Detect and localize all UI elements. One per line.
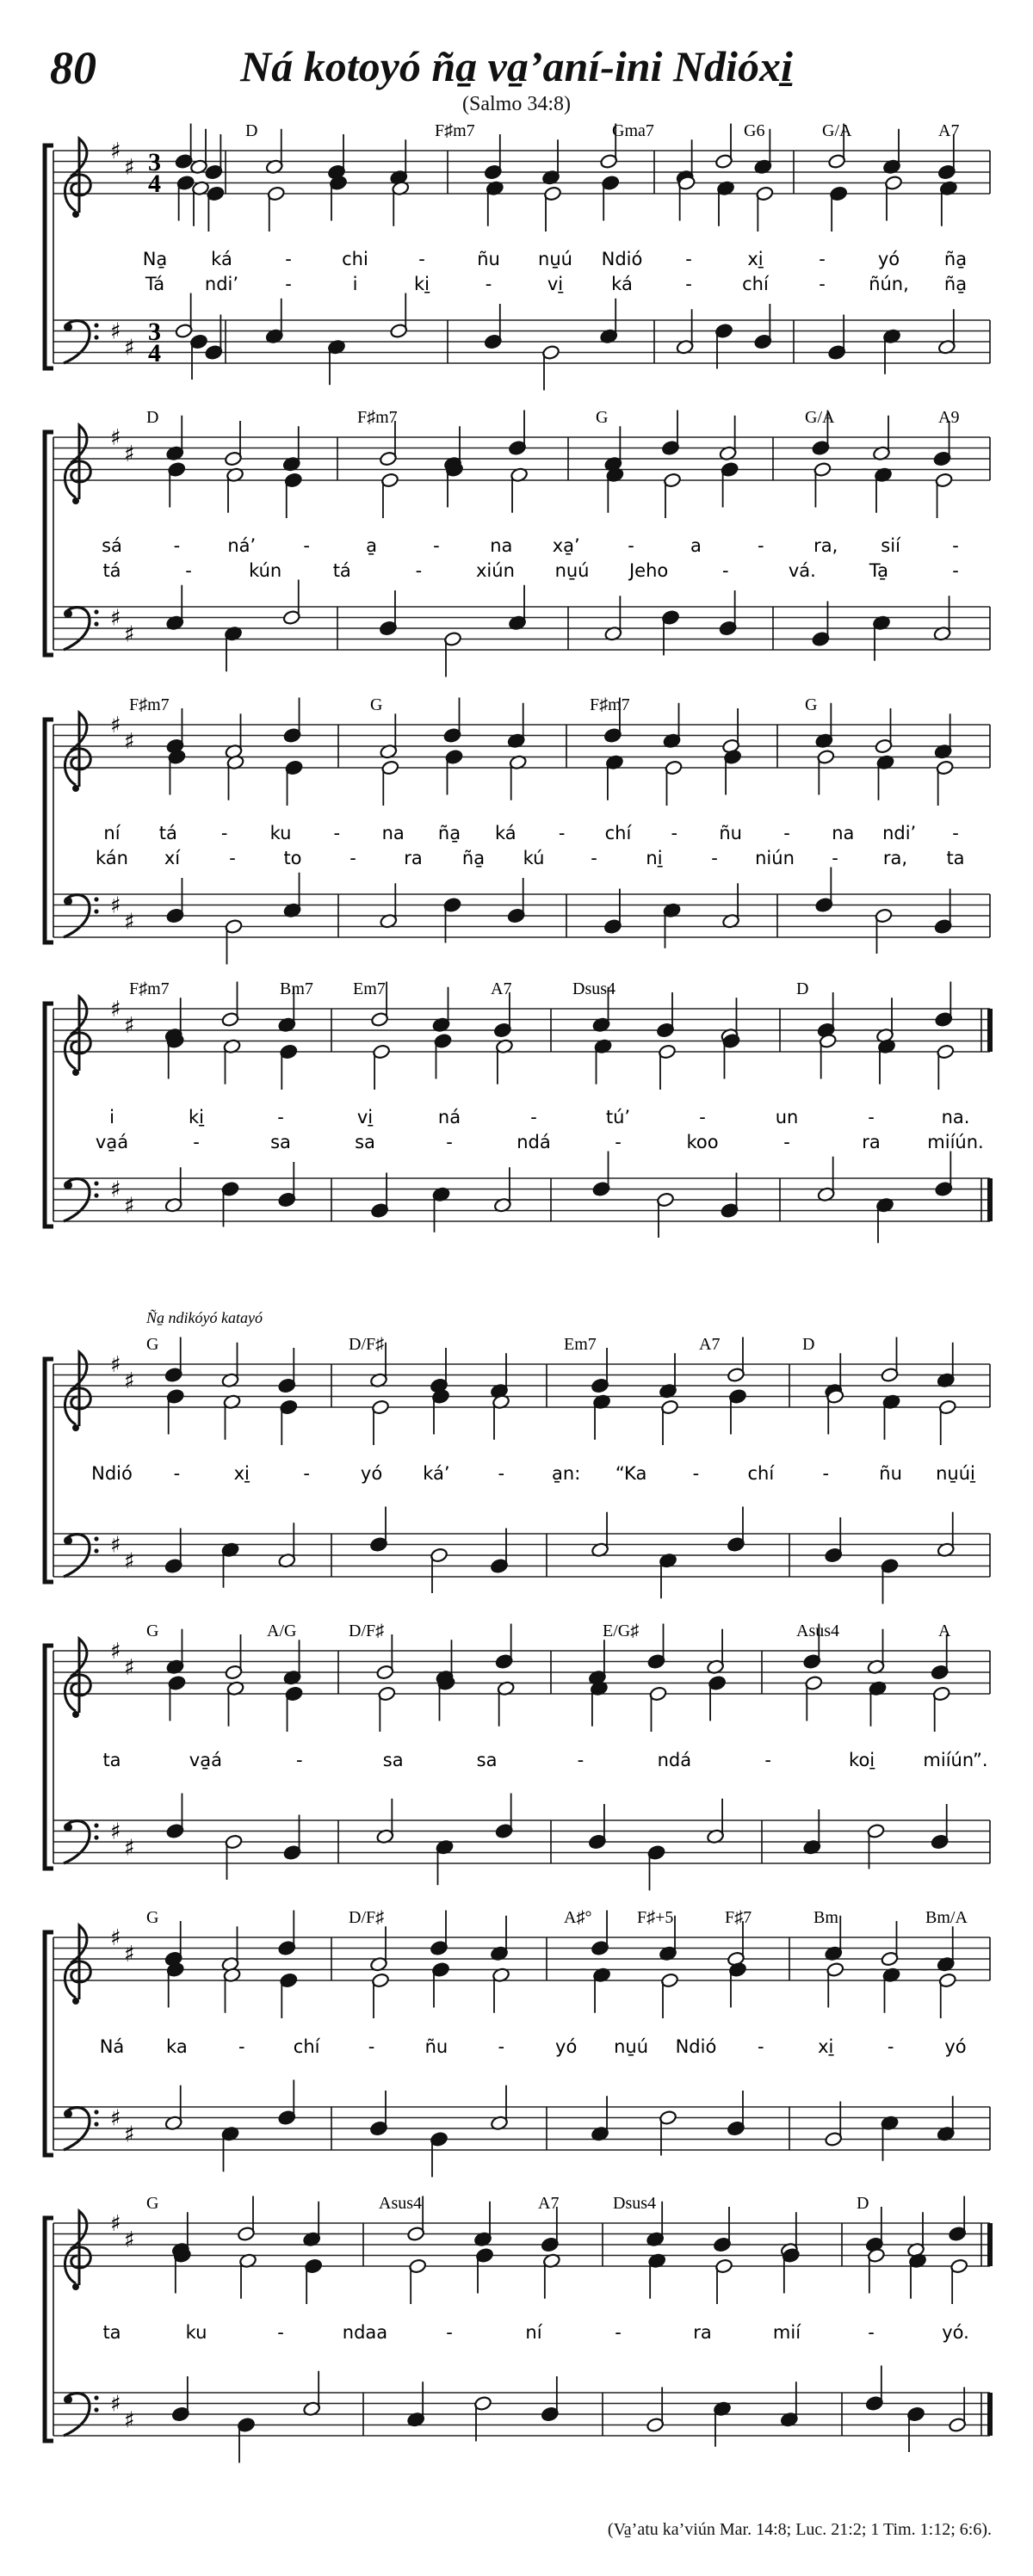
time-signature-top: 3	[148, 148, 161, 176]
bass-clef-icon	[94, 2110, 98, 2114]
lyric-syllable: vi̱	[356, 1107, 374, 1127]
key-sharp-icon: ♯	[110, 1925, 121, 1951]
lyric-syllable: ña̱	[437, 823, 461, 843]
lyric-syllable: nu̱ú	[538, 249, 572, 269]
bass-clef-icon	[94, 1536, 98, 1541]
key-sharp-icon: ♯	[110, 2105, 121, 2132]
key-sharp-icon: ♯	[124, 909, 135, 936]
lyric-hyphen: -	[295, 1750, 303, 1770]
lyric-syllable: kú	[523, 848, 545, 868]
lyric-hyphen: -	[952, 560, 959, 581]
lyric-syllable: nu̱úi̱	[936, 1463, 975, 1484]
chord-symbol: G	[146, 1622, 159, 1640]
chord-symbol: D/F♯	[349, 1335, 385, 1354]
treble-clef-icon	[65, 1352, 90, 1426]
key-sharp-icon: ♯	[110, 893, 121, 919]
chord-symbol: F♯m7	[357, 408, 398, 427]
chord-symbol: D/F♯	[349, 1908, 385, 1927]
bass-clef-icon	[94, 335, 98, 339]
system-bracket	[45, 2218, 53, 2441]
key-sharp-icon: ♯	[124, 2407, 135, 2434]
chord-symbol: A	[938, 1622, 951, 1640]
lyric-hyphen: -	[758, 535, 764, 556]
lyric-hyphen: -	[530, 1107, 537, 1127]
lyric-syllable: to	[283, 848, 302, 868]
lyric-hyphen: -	[193, 1132, 200, 1152]
lyric-syllable: chi	[342, 249, 368, 269]
lyric-syllable: i	[352, 274, 358, 294]
chord-symbol: F♯m7	[129, 979, 170, 998]
bass-clef-icon	[94, 909, 98, 913]
key-sharp-icon: ♯	[124, 2122, 135, 2148]
lyric-syllable: ná’	[227, 535, 257, 556]
lyric-hyphen: -	[832, 848, 838, 868]
lyric-syllable: chí	[604, 823, 632, 843]
lyric-syllable: ndaa	[342, 2322, 388, 2343]
chord-symbol: D	[796, 979, 809, 998]
chord-symbol: G	[146, 1908, 159, 1927]
key-sharp-icon: ♯	[124, 441, 135, 467]
key-sharp-icon: ♯	[110, 1639, 121, 1665]
lyric-syllable: yó	[877, 249, 900, 269]
chord-symbol: G6	[744, 121, 765, 140]
lyric-hyphen: -	[238, 2036, 245, 2057]
time-signature-bottom: 4	[148, 170, 161, 198]
chord-symbol: Em7	[353, 979, 386, 998]
lyric-syllable: koi̱	[849, 1750, 875, 1770]
bass-clef-icon	[64, 323, 72, 331]
lyric-syllable: yó	[555, 2036, 578, 2057]
lyric-syllable: niún	[755, 848, 795, 868]
lyric-syllable: tú’	[605, 1107, 631, 1127]
lyric-hyphen: -	[615, 1132, 622, 1152]
chord-symbol: Asus4	[796, 1622, 840, 1640]
key-sharp-icon: ♯	[124, 1012, 135, 1039]
lyric-syllable: na	[381, 823, 405, 843]
lyric-syllable: ká	[211, 249, 232, 269]
lyric-syllable: va̱á	[189, 1750, 222, 1770]
lyric-syllable: ra	[404, 848, 423, 868]
song-title: Ná kotoyó ña̱ va̱’aní-ini Ndióxi̱	[240, 42, 793, 90]
chord-symbol: Bm/A	[925, 1908, 968, 1927]
lyric-syllable: mií	[772, 2322, 801, 2343]
bass-clef-icon	[94, 323, 98, 327]
lyric-syllable: koo	[686, 1132, 719, 1152]
lyric-hyphen: -	[558, 823, 566, 843]
lyric-syllable: na	[490, 535, 513, 556]
lyric-hyphen: -	[685, 274, 692, 294]
lyric-syllable: Na̱	[142, 249, 168, 269]
lyric-syllable: ña̱	[943, 274, 968, 294]
lyric-hyphen: -	[433, 535, 440, 556]
lyric-syllable: tá	[158, 823, 177, 843]
lyric-hyphen: -	[285, 274, 292, 294]
lyric-hyphen: -	[220, 823, 228, 843]
lyric-syllable: chí	[293, 2036, 320, 2057]
key-sharp-icon: ♯	[124, 1193, 135, 1220]
bass-clef-icon	[64, 609, 72, 618]
chord-symbol: G	[370, 695, 383, 714]
chord-symbol: A9	[938, 408, 960, 427]
lyric-syllable: chí	[742, 274, 769, 294]
chord-symbol: A7	[491, 979, 512, 998]
lyric-hyphen: -	[819, 274, 826, 294]
lyric-syllable: kán	[96, 848, 128, 868]
lyric-hyphen: -	[333, 823, 341, 843]
treble-clef-icon	[72, 1424, 79, 1431]
treble-clef-icon	[65, 1639, 90, 1713]
bass-clef-icon	[94, 1181, 98, 1185]
lyric-syllable: tá	[102, 560, 121, 581]
key-sharp-icon: ♯	[110, 605, 121, 632]
chord-symbol: G	[805, 695, 818, 714]
time-signature-bottom: 4	[148, 339, 161, 368]
lyric-syllable: yó.	[942, 2322, 969, 2343]
lyric-hyphen: -	[819, 249, 826, 269]
lyric-syllable: ki̱	[414, 274, 430, 294]
lyric-hyphen: -	[952, 535, 959, 556]
lyric-syllable: ndá	[516, 1132, 551, 1152]
chord-symbol: A/G	[267, 1622, 297, 1640]
lyric-syllable: yó	[944, 2036, 967, 2057]
lyric-syllable: tá	[332, 560, 351, 581]
lyric-hyphen: -	[952, 823, 959, 843]
treble-clef-icon	[72, 785, 79, 792]
lyric-syllable: ta	[946, 848, 965, 868]
chord-symbol: F♯m7	[129, 695, 170, 714]
lyric-syllable: sa	[270, 1132, 291, 1152]
lyric-syllable: xi̱	[233, 1463, 250, 1484]
lyric-syllable: na.	[941, 1107, 970, 1127]
lyric-syllable: ná	[437, 1107, 461, 1127]
lyric-syllable: ndi’	[882, 823, 917, 843]
bass-clef-icon	[64, 1536, 72, 1545]
system-bracket	[45, 720, 53, 942]
lyric-syllable: a	[690, 535, 702, 556]
lyric-syllable: ní	[103, 823, 121, 843]
treble-clef-icon	[65, 425, 90, 499]
lyric-hyphen: -	[671, 823, 678, 843]
bass-clef-icon	[64, 897, 72, 905]
lyric-syllable: vá.	[788, 560, 816, 581]
treble-clef-icon	[72, 1069, 79, 1076]
lyric-syllable: xi̱	[818, 2036, 834, 2057]
lyric-syllable: na	[832, 823, 855, 843]
lyric-hyphen: -	[418, 249, 425, 269]
lyric-hyphen: -	[498, 2036, 505, 2057]
lyric-syllable: ña̱	[461, 848, 486, 868]
lyric-syllable: ni̱	[646, 848, 663, 868]
bass-clef-icon	[64, 1823, 72, 1832]
lyric-syllable: ta	[102, 2322, 121, 2343]
lyric-hyphen: -	[699, 1107, 706, 1127]
lyric-syllable: ra	[862, 1132, 881, 1152]
lyric-syllable: ra,	[813, 535, 838, 556]
lyric-hyphen: -	[868, 1107, 875, 1127]
lyric-hyphen: -	[887, 2036, 894, 2057]
lyric-syllable: miíún.	[927, 1132, 984, 1152]
lyric-syllable: ndi’	[204, 274, 239, 294]
chord-symbol: D	[802, 1335, 815, 1354]
system-bracket	[45, 145, 53, 368]
lyric-hyphen: -	[591, 848, 597, 868]
key-sharp-icon: ♯	[124, 1368, 135, 1394]
lyric-syllable: ndá	[657, 1750, 692, 1770]
key-sharp-icon: ♯	[110, 425, 121, 451]
key-sharp-icon: ♯	[124, 154, 135, 181]
bass-clef-icon	[94, 609, 98, 614]
chord-symbol: F♯7	[725, 1908, 752, 1927]
lyric-syllable: ku	[269, 823, 292, 843]
chord-symbol: F♯m7	[590, 695, 630, 714]
bass-clef-icon	[94, 1835, 98, 1839]
lyric-syllable: Ndió	[675, 2036, 717, 2057]
treble-clef-icon	[65, 139, 90, 213]
lyric-syllable: ta	[102, 1750, 121, 1770]
bass-clef-icon	[64, 2395, 72, 2404]
lyric-hyphen: -	[303, 535, 310, 556]
lyric-syllable: chí	[747, 1463, 775, 1484]
treble-clef-icon	[65, 713, 90, 787]
lyric-syllable: sa	[355, 1132, 375, 1152]
chord-symbol: F♯m7	[435, 121, 475, 140]
chord-symbol: G	[146, 1335, 159, 1354]
key-sharp-icon: ♯	[110, 713, 121, 738]
key-sharp-icon: ♯	[110, 318, 121, 345]
key-sharp-icon: ♯	[110, 1177, 121, 1203]
treble-clef-icon	[72, 1998, 79, 2005]
chord-symbol: A7	[938, 121, 960, 140]
lyric-syllable: xi̱	[747, 249, 764, 269]
chord-symbol: D	[245, 121, 258, 140]
lyric-hyphen: -	[368, 2036, 375, 2057]
lyric-syllable: Ndió	[91, 1463, 133, 1484]
lyric-syllable: ká’	[423, 1463, 450, 1484]
lyric-hyphen: -	[783, 1132, 790, 1152]
bass-clef-icon	[94, 2122, 98, 2126]
lyric-hyphen: -	[692, 1463, 700, 1484]
lyric-hyphen: -	[868, 2322, 875, 2343]
lyric-syllable: ki̱	[189, 1107, 204, 1127]
key-sharp-icon: ♯	[124, 621, 135, 648]
key-sharp-icon: ♯	[110, 139, 121, 164]
lyric-hyphen: -	[173, 535, 181, 556]
system-bracket	[45, 1004, 53, 1226]
treble-clef-icon	[72, 497, 79, 504]
lyric-syllable: ñu	[879, 1463, 902, 1484]
bass-clef-icon	[94, 1193, 98, 1197]
lyric-syllable: xiún	[476, 560, 515, 581]
lyric-hyphen: -	[349, 848, 356, 868]
lyric-syllable: ku	[185, 2322, 207, 2343]
chord-symbol: Bm7	[280, 979, 313, 998]
lyric-hyphen: -	[615, 2322, 622, 2343]
chord-symbol: Bm	[813, 1908, 838, 1927]
lyric-syllable: xa̱’	[552, 535, 580, 556]
key-sharp-icon: ♯	[110, 2211, 121, 2237]
lyric-syllable: nu̱ú	[554, 560, 590, 581]
bass-clef-icon	[94, 621, 98, 626]
lyric-syllable: ra,	[882, 848, 908, 868]
lyric-syllable: Ndió	[601, 249, 643, 269]
lyric-hyphen: -	[577, 1750, 585, 1770]
chord-symbol: D	[857, 2194, 869, 2213]
chord-symbol: D	[146, 408, 159, 427]
lyric-syllable: sií	[881, 535, 900, 556]
lyric-hyphen: -	[446, 2322, 453, 2343]
song-number: 80	[50, 42, 96, 94]
lyric-syllable: ñu	[719, 823, 742, 843]
chord-symbol: A7	[699, 1335, 721, 1354]
chord-symbol: F♯+5	[637, 1908, 674, 1927]
chord-symbol: E/G♯	[603, 1622, 640, 1640]
lyric-syllable: sa	[476, 1750, 498, 1770]
treble-clef-icon	[65, 1925, 90, 1999]
chord-symbol: G	[596, 408, 609, 427]
key-sharp-icon: ♯	[124, 335, 135, 361]
key-sharp-icon: ♯	[124, 728, 135, 755]
key-sharp-icon: ♯	[124, 2227, 135, 2253]
lyric-hyphen: -	[303, 1463, 310, 1484]
lyric-syllable: ñún,	[869, 274, 909, 294]
lyric-syllable: ka	[166, 2036, 188, 2057]
system-bracket	[45, 1932, 53, 2155]
lyric-syllable: a̱n:	[552, 1463, 581, 1484]
lyric-hyphen: -	[485, 274, 492, 294]
key-sharp-icon: ♯	[110, 997, 121, 1022]
lyric-syllable: Ta̱	[869, 560, 889, 581]
chord-symbol: D/F♯	[349, 1622, 385, 1640]
lyric-hyphen: -	[764, 1750, 772, 1770]
treble-clef-icon	[65, 2211, 90, 2285]
bass-clef-icon	[64, 1181, 72, 1189]
treble-clef-icon	[65, 997, 90, 1071]
lyric-syllable: yó	[360, 1463, 383, 1484]
scripture-reference: (Salmo 34:8)	[462, 93, 571, 115]
section-label: Ña̱ ndikóyó katayó	[146, 1309, 263, 1326]
key-sharp-icon: ♯	[124, 1654, 135, 1681]
bass-clef-icon	[94, 2407, 98, 2412]
system-bracket	[45, 1359, 53, 1582]
lyric-syllable: Tá	[145, 274, 165, 294]
lyric-syllable: nu̱ú	[614, 2036, 649, 2057]
bass-clef-icon	[94, 1823, 98, 1827]
key-sharp-icon: ♯	[110, 2391, 121, 2418]
chord-symbol: G/A	[822, 121, 852, 140]
key-sharp-icon: ♯	[124, 1835, 135, 1862]
chord-symbol: Asus4	[379, 2194, 423, 2213]
bass-clef-icon	[64, 2110, 72, 2118]
lyric-hyphen: -	[277, 2322, 284, 2343]
lyric-hyphen: -	[685, 249, 692, 269]
lyric-syllable: ña̱	[943, 249, 968, 269]
chord-symbol: A7	[538, 2194, 560, 2213]
lyric-hyphen: -	[229, 848, 236, 868]
system-bracket	[45, 432, 53, 655]
lyric-syllable: ní	[525, 2322, 542, 2343]
treble-clef-icon	[72, 2283, 79, 2290]
time-signature-top: 3	[148, 318, 161, 346]
chord-symbol: Gma7	[612, 121, 654, 140]
lyric-hyphen: -	[173, 1463, 181, 1484]
lyric-syllable: sa	[382, 1750, 404, 1770]
lyric-syllable: ra	[693, 2322, 712, 2343]
key-sharp-icon: ♯	[124, 1548, 135, 1575]
treble-clef-icon	[72, 211, 79, 218]
chord-symbol: Dsus4	[572, 979, 616, 998]
lyric-syllable: ká	[494, 823, 516, 843]
bass-clef-icon	[94, 2395, 98, 2400]
lyric-hyphen: -	[783, 823, 790, 843]
lyric-syllable: ká	[611, 274, 633, 294]
key-sharp-icon: ♯	[110, 1532, 121, 1559]
lyric-hyphen: -	[628, 535, 634, 556]
chord-symbol: G/A	[805, 408, 835, 427]
lyric-syllable: Jeho	[628, 560, 669, 581]
lyric-syllable: va̱á	[95, 1132, 129, 1152]
lyric-syllable: ñu	[477, 249, 500, 269]
key-sharp-icon: ♯	[110, 1352, 121, 1378]
lyric-syllable: Ná	[99, 2036, 125, 2057]
lyric-syllable: “Ka	[615, 1463, 647, 1484]
lyric-hyphen: -	[822, 1463, 830, 1484]
chord-symbol: Em7	[564, 1335, 597, 1354]
lyric-hyphen: -	[185, 560, 192, 581]
chord-symbol: G	[146, 2194, 159, 2213]
bass-clef-icon	[94, 1548, 98, 1553]
footer-references: (Va̱’atu ka’viún Mar. 14:8; Luc. 21:2; 1 Tim. 1:12; 6:6).	[607, 2520, 992, 2539]
lyric-hyphen: -	[721, 560, 729, 581]
lyric-syllable: a̱	[366, 535, 377, 556]
lyric-syllable: vi̱	[547, 274, 564, 294]
chord-symbol: Dsus4	[613, 2194, 657, 2213]
lyric-syllable: ñu	[424, 2036, 448, 2057]
lyric-syllable: un	[775, 1107, 799, 1127]
lyric-hyphen: -	[758, 2036, 764, 2057]
lyric-syllable: xí	[164, 848, 181, 868]
lyric-hyphen: -	[285, 249, 292, 269]
lyric-hyphen: -	[711, 848, 718, 868]
lyric-syllable: i	[109, 1107, 114, 1127]
lyric-syllable: miíún”.	[923, 1750, 988, 1770]
lyric-syllable: sá	[102, 535, 122, 556]
chord-symbol: A♯°	[564, 1908, 592, 1927]
system-bracket	[45, 1646, 53, 1869]
lyric-hyphen: -	[446, 1132, 453, 1152]
bass-clef-icon	[94, 897, 98, 901]
lyric-hyphen: -	[498, 1463, 505, 1484]
lyric-hyphen: -	[415, 560, 423, 581]
lyric-syllable: kún	[249, 560, 282, 581]
key-sharp-icon: ♯	[110, 1819, 121, 1845]
lyric-hyphen: -	[277, 1107, 284, 1127]
key-sharp-icon: ♯	[124, 1941, 135, 1968]
treble-clef-icon	[72, 1711, 79, 1718]
